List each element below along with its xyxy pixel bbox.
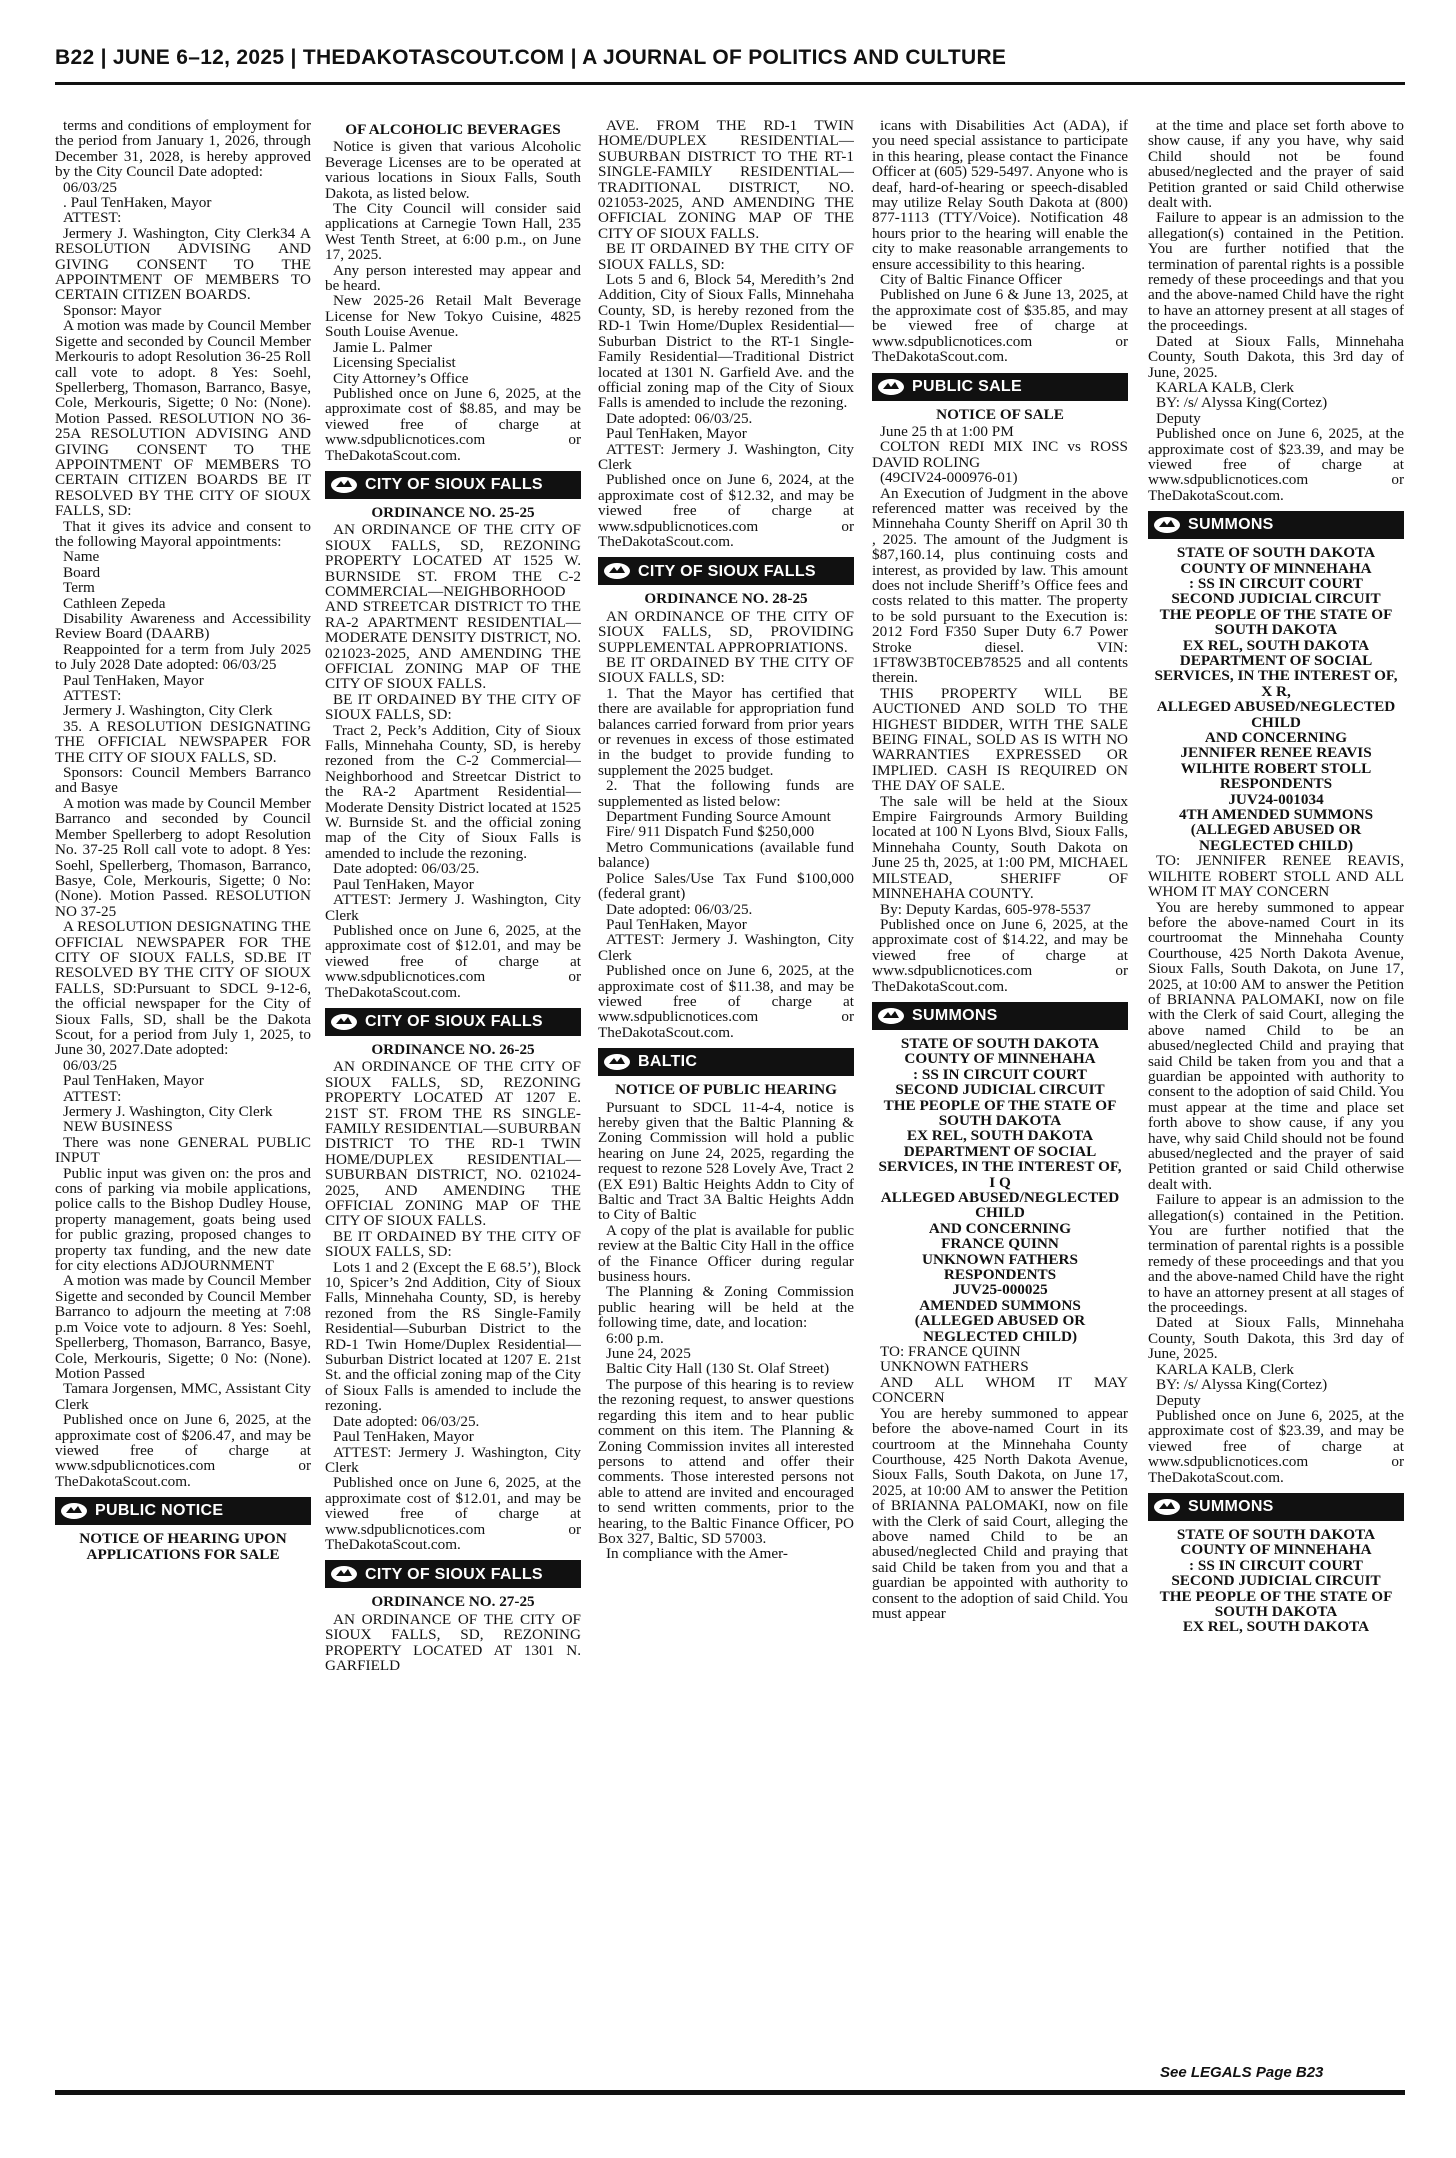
caption-line: 4TH AMENDED SUMMONS	[1178, 806, 1374, 824]
notice-paragraph: Tamara Jorgensen, MMC, Assistant City Clerk	[55, 1380, 311, 1413]
notice-title: ORDINANCE NO. 25-25	[371, 503, 535, 521]
caption-line: UNKNOWN FATHERS	[922, 1250, 1078, 1268]
notice-paragraph: Fire/ 911 Dispatch Fund $250,000	[606, 823, 815, 841]
notice-paragraph: Published once on June 6, 2025, at the approximate cost of $23.39, and may be viewed free of charge at www.sdpublicnotices.com or TheDakotaScout.com.	[1148, 425, 1404, 504]
section-header-label: CITY OF SIOUX FALLS	[365, 476, 543, 494]
notice-paragraph: ATTEST:	[63, 687, 122, 705]
notice-paragraph: Date adopted: 06/03/25.	[606, 409, 753, 427]
masthead	[55, 46, 1405, 70]
caption-line: (ALLEGED ABUSED OR NEGLECTED CHILD)	[914, 1312, 1086, 1345]
section-header-label: CITY OF SIOUX FALLS	[638, 562, 816, 580]
notice-paragraph: THIS PROPERTY WILL BE AUCTIONED AND SOLD TO THE HIGHEST BIDDER, WITH THE SALE BEING FINAL, SOLD AS IS WITH NO WARRANTIES EXPRESSED OR IMPLIED. CASH IS REQUIRED ON THE DAY OF SALE.	[872, 684, 1128, 795]
section-header-label: PUBLIC SALE	[912, 377, 1022, 395]
scout-logo-icon	[876, 376, 906, 398]
caption-line: EX REL, SOUTH DAKOTA DEPARTMENT OF SOCIAL SERVICES, IN THE INTEREST OF,	[1154, 636, 1398, 685]
notice-paragraph: Deputy	[1156, 1391, 1201, 1409]
caption-line: THE PEOPLE OF THE STATE OF SOUTH DAKOTA	[1159, 1587, 1393, 1620]
notice-paragraph: ATTEST:	[63, 209, 122, 227]
caption-line: RESPONDENTS	[1219, 775, 1333, 793]
notice-paragraph: (49CIV24-000976-01)	[880, 469, 1018, 487]
notice-paragraph: Published once on June 6, 2024, at the approximate cost of $12.32, and may be viewed free of charge at www.sdpublicnotices.com or TheDakotaScout.com.	[598, 471, 854, 550]
tagline: A JOURNAL OF POLITICS AND CULTURE	[582, 46, 1007, 69]
caption-line: JUV24-001034	[1228, 790, 1324, 808]
section-header	[325, 1560, 581, 1588]
caption-line: THE PEOPLE OF THE STATE OF SOUTH DAKOTA	[1159, 605, 1393, 639]
notice-paragraph: Date adopted: 06/03/25.	[333, 1412, 480, 1430]
scout-logo-icon	[602, 560, 632, 582]
section-header	[872, 373, 1128, 401]
notice-paragraph: ATTEST: Jermery J. Washington, City Clerk	[325, 1443, 581, 1476]
notice-paragraph: Paul TenHaken, Mayor	[333, 1428, 474, 1446]
section-header	[55, 1497, 311, 1525]
notice-paragraph: TO: FRANCE QUINN	[880, 1343, 1021, 1361]
caption-line: STATE OF SOUTH DAKOTA	[1176, 1525, 1376, 1543]
caption-line: : SS IN CIRCUIT COURT	[1189, 574, 1363, 592]
notice-paragraph: Department Funding Source Amount	[606, 808, 831, 826]
caption-line: COUNTY OF MINNEHAHA	[904, 1050, 1096, 1068]
caption-line: COUNTY OF MINNEHAHA	[1180, 1541, 1372, 1559]
notice-paragraph: NEW BUSINESS	[63, 1118, 173, 1136]
column-4	[872, 118, 1128, 2083]
notice-paragraph: BY: /s/ Alyssa King(Cortez)	[1156, 1376, 1328, 1394]
notice-paragraph: Cathleen Zepeda	[63, 594, 166, 612]
notice-paragraph: Police Sales/Use Tax Fund $100,000 (federal grant)	[598, 869, 854, 903]
section-header	[325, 1008, 581, 1036]
caption-line: WILHITE ROBERT STOLL	[1180, 759, 1372, 777]
notice-paragraph: AN ORDINANCE OF THE CITY OF SIOUX FALLS, SD, REZONING PROPERTY LOCATED AT 1301 N. GARFIELD	[325, 1610, 581, 1674]
notice-title: NOTICE OF PUBLIC HEARING	[615, 1081, 837, 1099]
notice-paragraph: UNKNOWN FATHERS	[880, 1358, 1029, 1376]
notice-paragraph: Board	[63, 563, 101, 581]
bottom-rule	[55, 2090, 1405, 2095]
section-header-label: CITY OF SIOUX FALLS	[365, 1013, 543, 1031]
notice-paragraph: Baltic City Hall (130 St. Olaf Street)	[606, 1360, 830, 1378]
notice-paragraph: ATTEST: Jermery J. Washington, City Clerk	[598, 440, 854, 473]
caption-line: STATE OF SOUTH DAKOTA	[1176, 544, 1376, 562]
scout-logo-icon	[329, 474, 359, 496]
scout-logo-icon	[1152, 514, 1182, 536]
notice-paragraph: Failure to appear is an admission to the allegation(s) contained in the Petition. You are further notified that the termination of parental rights is a possible remedy of these proceedings and that you and the above-named Child have the right to have an attorney present at all stages of the proceedings.	[1148, 209, 1404, 335]
notice-paragraph: Failure to appear is an admission to the allegation(s) contained in the Petition. You are further notified that the termination of parental rights is a possible remedy of these proceedings and that you and the above-named Child have the right to have an attorney present at all stages of the proceedings.	[1148, 1191, 1404, 1317]
caption-line: COUNTY OF MINNEHAHA	[1180, 559, 1372, 577]
notice-paragraph: Deputy	[1156, 409, 1201, 427]
notice-paragraph: City Attorney’s Office	[333, 369, 469, 387]
notice-paragraph: 06/03/25	[63, 1056, 118, 1074]
notice-paragraph: Licensing Specialist	[333, 354, 456, 372]
masthead-separator: |	[100, 46, 113, 69]
caption-line: (ALLEGED ABUSED OR NEGLECTED CHILD)	[1190, 821, 1362, 854]
notice-paragraph: terms and conditions of employment for the period from January 1, 2026, through December 31, 2028, is hereby approved by the City Council Date adopted:	[55, 118, 311, 181]
notice-paragraph: Lots 5 and 6, Block 54, Meredith’s 2nd Addition, City of Sioux Falls, Minnehaha County, SD, is hereby rezoned from the RD-1 Twin Home/Duplex Residential—Suburban District to the RT-1 Single-Family Residential—Traditional District located at 1301 N. Garfield Ave. and the official zoning map of the City of Sioux Falls is amended to include the rezoning.	[598, 271, 854, 412]
section-header	[598, 557, 854, 585]
caption-line: STATE OF SOUTH DAKOTA	[900, 1034, 1100, 1052]
notice-paragraph: The Planning & Zoning Commission public hearing will be held at the following time, date, and location:	[598, 1283, 854, 1332]
caption-line: AND CONCERNING	[1204, 729, 1348, 747]
masthead-separator: |	[290, 46, 303, 69]
notice-paragraph: Metro Communications (available fund balance)	[598, 838, 854, 872]
notice-paragraph: Public input was given on: the pros and cons of parking via mobile applications, police calls to the Bishop Dudley House, property management, goats being used for public grazing, proposed changes to property tax funding, and the new date for city elections ADJOURNMENT	[55, 1164, 311, 1275]
section-header	[1148, 1493, 1404, 1521]
scout-logo-icon	[59, 1500, 89, 1522]
caption-line: EX REL, SOUTH DAKOTA	[1182, 1618, 1370, 1636]
column-1	[55, 118, 311, 2083]
notice-paragraph: BY: /s/ Alyssa King(Cortez)	[1156, 394, 1328, 412]
section-header-label: PUBLIC NOTICE	[95, 1502, 224, 1520]
issue-date: JUNE 6–12, 2025	[112, 46, 285, 69]
notice-paragraph: KARLA KALB, Clerk	[1156, 378, 1294, 396]
notice-paragraph: Paul TenHaken, Mayor	[63, 1072, 204, 1090]
notice-paragraph: icans with Disabilities Act (ADA), if you need special assistance to participate in this hearing, please contact the Finance Officer at (605) 529-5497. Anyone who is deaf, hard-of-hearing or speech-disabled may utilize Relay South Dakota at (800) 877-1113 (TTY/Voice). Notification 48 hours prior to the hearing will enable the city to make reasonable arrangements to ensure accessibility to this hearing.	[872, 118, 1128, 273]
site-name: THEDAKOTASCOUT.COM	[302, 46, 565, 69]
notice-paragraph: ATTEST: Jermery J. Washington, City Clerk	[598, 931, 854, 964]
section-header	[1148, 511, 1404, 539]
notice-paragraph: Pursuant to SDCL 11-4-4, notice is hereby given that the Baltic Planning & Zoning Commission will hold a public hearing on June 24, 2025, regarding the request to rezone 528 Lovely Ave, Tract 2 (EX E91) Baltic Heights Addn to City of Baltic and Tract 3A Baltic Heights Addn to City of Baltic	[598, 1098, 854, 1224]
notice-paragraph: You are hereby summoned to appear before the above-named Court in its courtroom at the Minnehaha County Courthouse, 425 North Dakota Avenue, Sioux Falls, South Dakota, on June 17, 2025, at 10:00 AM to answer the Petition of BRIANNA PALOMAKI, now on file with the Clerk of said Court, alleging the above named Child to be an abused/neglected Child and praying that said Child be taken from you and that a guardian be appointed with authority to consent to the adoption of said Child. You must appear	[872, 1404, 1128, 1622]
notice-paragraph: Published once on June 6, 2025, at the approximate cost of $8.85, and may be viewed free of charge at www.sdpublicnotices.com or TheDakotaScout.com.	[325, 384, 581, 464]
notice-paragraph: Name	[63, 548, 100, 566]
section-header-label: SUMMONS	[1188, 516, 1274, 534]
notice-paragraph: Any person interested may appear and be heard.	[325, 261, 581, 295]
notice-paragraph: AND ALL WHOM IT MAY CONCERN	[872, 1373, 1128, 1407]
caption-line: JUV25-000025	[952, 1281, 1048, 1299]
caption-line: RESPONDENTS	[943, 1266, 1057, 1284]
caption-line: FRANCE QUINN	[941, 1235, 1059, 1253]
notice-paragraph: BE IT ORDAINED BY THE CITY OF SIOUX FALLS, SD:	[598, 240, 854, 273]
caption-line: : SS IN CIRCUIT COURT	[913, 1065, 1087, 1083]
caption-line: X R,	[1261, 682, 1291, 700]
notice-paragraph: Tract 2, Peck’s Addition, City of Sioux Falls, Minnehaha County, SD, is hereby rezoned from the C-2 Commercial—Neighborhood and Streetcar District to the RA-2 Apartment Residential—Moderate Density District located at 1525 W. Burnside St. and the official zoning map of the City of Sioux Falls is amended to include the rezoning.	[325, 721, 581, 862]
notice-paragraph: Date adopted: 06/03/25.	[606, 900, 753, 918]
notice-paragraph: Dated at Sioux Falls, Minnehaha County, South Dakota, this 3rd day of June, 2025.	[1148, 1314, 1404, 1363]
notice-paragraph: Sponsor: Mayor	[63, 301, 162, 319]
continued-note: See LEGALS Page B23	[1160, 2064, 1324, 2081]
notice-paragraph: Paul TenHaken, Mayor	[333, 875, 474, 893]
scout-logo-icon	[329, 1011, 359, 1033]
caption-line: EX REL, SOUTH DAKOTA DEPARTMENT OF SOCIAL SERVICES, IN THE INTEREST OF,	[878, 1127, 1122, 1176]
notice-paragraph: KARLA KALB, Clerk	[1156, 1360, 1294, 1378]
notice-paragraph: Published once on June 6, 2025, at the approximate cost of $14.22, and may be viewed free of charge at www.sdpublicnotices.com or TheDakotaScout.com.	[872, 915, 1128, 995]
notice-title: NOTICE OF SALE	[936, 405, 1064, 423]
caption-line: ALLEGED ABUSED/NEGLECTED CHILD	[880, 1189, 1120, 1222]
notice-paragraph: There was none GENERAL PUBLIC INPUT	[55, 1133, 311, 1167]
section-header	[872, 1002, 1128, 1030]
notice-paragraph: 06/03/25	[63, 178, 118, 196]
notice-title: ORDINANCE NO. 27-25	[371, 1593, 535, 1611]
caption-line: JENNIFER RENEE REAVIS	[1180, 744, 1372, 762]
notice-paragraph: Term	[63, 579, 95, 597]
notice-paragraph: Disability Awareness and Accessibility Review Board (DAARB)	[55, 610, 311, 643]
notice-paragraph: A motion was made by Council Member Sigette and seconded by Council Member Barranco to adjourn the meeting at 7:08 p.m Voice vote to adjourn. 8 Yes: Soehl, Spellerberg, Thomason, Barranco, Basye, Cole, Merkouris, Sigette; 0 No: (None). Motion Passed	[55, 1272, 311, 1382]
notice-paragraph: You are hereby summoned to appear before the above-named Court in its courtroomat the Minnehaha County Courthouse, 425 North Dakota Avenue, Sioux Falls, South Dakota, on June 17, 2025, at 10:00 AM to answer the Petition of BRIANNA PALOMAKI, now on file with the Clerk of said Court, alleging the above named Child to be an abused/neglected Child and praying that said Child be taken from you and that a guardian be appointed with authority to consent to the adoption of said Child. You must appear at the time and place set forth above to show cause, if any you have, why said Child should not be found abused/neglected and the prayer of said Petition granted or said Child otherwise dealt with.	[1148, 898, 1404, 1193]
notice-paragraph: AVE. FROM THE RD-1 TWIN HOME/DUPLEX RESIDENTIAL—SUBURBAN DISTRICT TO THE RT-1 SINGLE-FAMILY RESIDENTIAL—TRADITIONAL DISTRICT, NO. 021053-2025, AND AMENDING THE OFFICIAL ZONING MAP OF THE CITY OF SIOUX FALLS.	[598, 118, 854, 242]
notice-paragraph: A RESOLUTION DESIGNATING THE OFFICIAL NEWSPAPER FOR THE CITY OF SIOUX FALLS, SD.BE IT RESOLVED BY THE CITY OF SIOUX FALLS, SD:Pursuant to SDCL 9-12-6, the official newspaper for the City of Sioux Falls, SD, shall be the Dakota Scout, for a period from July 1, 2025, to June 30, 2027.Date adopted:	[55, 918, 311, 1059]
notice-paragraph: 35. A RESOLUTION DESIGNATING THE OFFICIAL NEWSPAPER FOR THE CITY OF SIOUX FALLS, SD.	[55, 717, 311, 766]
scout-logo-icon	[876, 1005, 906, 1027]
notice-paragraph: Notice is given that various Alcoholic Beverage Licenses are to be operated at various locations in Sioux Falls, South Dakota, as listed below.	[325, 138, 581, 202]
notice-paragraph: The sale will be held at the Sioux Empire Fairgrounds Armory Building located at 100 N Lyons Blvd, Sioux Falls, Minnehaha County, South Dakota on June 25 th, 2025, at 1:00 PM, MICHAEL MILSTEAD, SHERIFF OF MINNEHAHA COUNTY.	[872, 792, 1128, 903]
notice-paragraph: New 2025-26 Retail Malt Beverage License for New Tokyo Cuisine, 4825 South Louise Avenue.	[325, 292, 581, 341]
section-header	[325, 471, 581, 499]
caption-line: SECOND JUDICIAL CIRCUIT	[895, 1081, 1105, 1099]
caption-line: AMENDED SUMMONS	[919, 1296, 1081, 1314]
notice-paragraph: A copy of the plat is available for public review at the Baltic City Hall in the office of the Finance Officer during regular business hours.	[598, 1221, 854, 1286]
notice-title: ORDINANCE NO. 28-25	[644, 590, 808, 608]
notice-paragraph: Published once on June 6, 2025, at the approximate cost of $206.47, and may be viewed free of charge at www.sdpublicnotices.com or TheDakotaScout.com.	[55, 1411, 311, 1490]
notice-paragraph: An Execution of Judgment in the above referenced matter was received by the Minnehaha County Sheriff on April 30 th , 2025. The amount of the Judgment is $87,160.14, plus continuing costs and interest, as provided by law. This amount does not include Sheriff’s Office fees and costs related to this matter. The property to be sold pursuant to the Execution is: 2012 Ford F350 Super Duty 6.7 Power Stroke diesel. VIN: 1FT8W3BT0CEB78525 and all contents therein.	[872, 484, 1128, 687]
section-header-label: SUMMONS	[1188, 1498, 1274, 1516]
notice-paragraph: A motion was made by Council Member Barranco and seconded by Council Member Spellerberg to adopt Resolution No. 37-25 Roll call vote to adopt. 8 Yes: Soehl, Spellerberg, Thomason, Barranco, Basye, Cole, Merkouris, Sigette; 0 No: (None). Motion Passed. RESOLUTION NO 37-25	[55, 794, 311, 920]
notice-paragraph: TO: JENNIFER RENEE REAVIS, WILHITE ROBERT STOLL AND ALL WHOM IT MAY CONCERN	[1148, 852, 1404, 901]
notice-paragraph: A motion was made by Council Member Sigette and seconded by Council Member Merkouris to adopt Resolution 36-25 Roll call vote to adopt. 8 Yes: Soehl, Spellerberg, Thomason, Barranco, Basye, Cole, Merkouris, Sigette; 0 No: (None). Motion Passed. RESOLUTION NO 36-25A RESOLUTION ADVISING AND GIVING CONSENT TO THE APPOINTMENT OF MEMBERS TO CERTAIN CITIZEN BOARDS BE IT RESOLVED BY THE CITY OF SIOUX FALLS, SD:	[55, 317, 311, 520]
section-header-label: BALTIC	[638, 1053, 698, 1071]
notice-paragraph: City of Baltic Finance Officer	[880, 271, 1062, 289]
scout-logo-icon	[1152, 1496, 1182, 1518]
notice-paragraph: at the time and place set forth above to show cause, if any you have, why said Child should not be found abused/neglected and the prayer of said Petition granted or said Child otherwise dealt with.	[1148, 118, 1404, 212]
scout-logo-icon	[329, 1563, 359, 1585]
notice-paragraph: Lots 1 and 2 (Except the E 68.5’), Block 10, Spicer’s 2nd Addition, City of Sioux Falls, Minnehaha County, SD, is hereby rezoned from the RS Single-Family Residential—Suburban District to the RD-1 Twin Home/Duplex Residential—Suburban District located at 1207 E. 21st St. and the official zoning map of the City of Sioux Falls is amended to include the rezoning.	[325, 1258, 581, 1415]
notice-paragraph: The purpose of this hearing is to review the rezoning request, to answer questions regarding this item and to hear public comment on this item. The Planning & Zoning Commission invites all interested persons to attend and offer their comments. Those interested persons not able to attend are invited and encouraged to send written comments, prior to the hearing, to the Baltic Finance Officer, PO Box 327, Baltic, SD 57003.	[598, 1375, 854, 1547]
column-2	[325, 118, 581, 2083]
notice-paragraph: Sponsors: Council Members Barranco and Basye	[55, 764, 311, 797]
section-header	[598, 1048, 854, 1076]
notice-paragraph: June 25 th at 1:00 PM	[880, 422, 1014, 440]
caption-line: AND CONCERNING	[928, 1219, 1072, 1237]
caption-line: I Q	[989, 1173, 1011, 1191]
notice-title: ORDINANCE NO. 26-25	[371, 1040, 535, 1058]
notice-paragraph: ATTEST: Jermery J. Washington, City Clerk	[325, 891, 581, 924]
notice-paragraph: BE IT ORDAINED BY THE CITY OF SIOUX FALLS, SD:	[598, 654, 854, 687]
notice-paragraph: . Paul TenHaken, Mayor	[63, 194, 212, 212]
notice-paragraph: Paul TenHaken, Mayor	[606, 425, 747, 443]
notice-paragraph: ATTEST:	[63, 1087, 122, 1105]
caption-line: SECOND JUDICIAL CIRCUIT	[1171, 1572, 1381, 1590]
notice-paragraph: AN ORDINANCE OF THE CITY OF SIOUX FALLS, SD, REZONING PROPERTY LOCATED AT 1207 E. 21ST ST. FROM THE RS SINGLE-FAMILY RESIDENTIAL—SUBURBAN DISTRICT TO THE RD-1 TWIN HOME/DUPLEX RESIDENTIAL—SUBURBAN DISTRICT, NO. 021024-2025, AND AMENDING THE OFFICIAL ZONING MAP OF THE CITY OF SIOUX FALLS.	[325, 1058, 581, 1230]
notice-paragraph: Published on June 6 & June 13, 2025, at the approximate cost of $35.85, and may be viewed free of charge at www.sdpublicnotices.com or TheDakotaScout.com.	[872, 286, 1128, 366]
caption-line: THE PEOPLE OF THE STATE OF SOUTH DAKOTA	[883, 1096, 1117, 1129]
notice-paragraph: AN ORDINANCE OF THE CITY OF SIOUX FALLS, SD, REZONING PROPERTY LOCATED AT 1525 W. BURNSIDE ST. FROM THE C-2 COMMERCIAL—NEIGHBORHOOD AND STREETCAR DISTRICT TO THE RA-2 APARTMENT RESIDENTIAL—MODERATE DENSITY DISTRICT, NO. 021023-2025, AND AMENDING THE OFFICIAL ZONING MAP OF THE CITY OF SIOUX FALLS.	[325, 521, 581, 693]
notice-paragraph: By: Deputy Kardas, 605-978-5537	[880, 900, 1091, 918]
notice-paragraph: 6:00 p.m.	[606, 1329, 664, 1347]
notice-paragraph: Paul TenHaken, Mayor	[606, 915, 747, 933]
notice-paragraph: 1. That the Mayor has certified that there are available for appropriation fund balances carried forward from prior years or revenues in excess of those estimated in the budget to provide funding to supplement the 2025 budget.	[598, 684, 854, 779]
notice-paragraph: That it gives its advice and consent to the following Mayoral appointments:	[55, 517, 311, 550]
notice-title: OF ALCOHOLIC BEVERAGES	[345, 121, 561, 138]
top-rule	[55, 82, 1405, 85]
column-3	[598, 118, 854, 2083]
notice-paragraph: The City Council will consider said applications at Carnegie Town Hall, 235 West Tenth Street, at 6:00 p.m., on June 17, 2025.	[325, 200, 581, 264]
notice-paragraph: AN ORDINANCE OF THE CITY OF SIOUX FALLS, SD, PROVIDING SUPPLEMENTAL APPROPRIATIONS.	[598, 607, 854, 656]
page-number: B22	[55, 46, 95, 69]
section-header-label: CITY OF SIOUX FALLS	[365, 1565, 543, 1583]
notice-paragraph: 2. That the following funds are supplemented as listed below:	[598, 777, 854, 810]
notice-paragraph: Dated at Sioux Falls, Minnehaha County, South Dakota, this 3rd day of June, 2025.	[1148, 332, 1404, 381]
notice-paragraph: Jermery J. Washington, City Clerk	[63, 1103, 273, 1120]
notice-paragraph: Jamie L. Palmer	[333, 338, 433, 356]
notice-paragraph: Paul TenHaken, Mayor	[63, 671, 204, 689]
column-5	[1148, 118, 1404, 2083]
notice-paragraph: Jermery J. Washington, City Clerk	[63, 702, 273, 720]
caption-line: : SS IN CIRCUIT COURT	[1189, 1556, 1363, 1574]
notice-paragraph: June 24, 2025	[606, 1345, 691, 1363]
notice-paragraph: BE IT ORDAINED BY THE CITY OF SIOUX FALLS, SD:	[325, 1227, 581, 1261]
notice-paragraph: Reappointed for a term from July 2025 to July 2028 Date adopted: 06/03/25	[55, 640, 311, 674]
masthead-separator: |	[570, 46, 583, 69]
notice-paragraph: In compliance with the Amer-	[606, 1545, 788, 1563]
notice-paragraph: Published once on June 6, 2025, at the approximate cost of $23.39, and may be viewed free of charge at www.sdpublicnotices.com or TheDakotaScout.com.	[1148, 1406, 1404, 1486]
scout-logo-icon	[602, 1051, 632, 1073]
notice-paragraph: BE IT ORDAINED BY THE CITY OF SIOUX FALLS, SD:	[325, 690, 581, 724]
notice-paragraph: Jermery J. Washington, City Clerk34 A RESOLUTION ADVISING AND GIVING CONSENT TO THE APPOINTMENT OF MEMBERS TO CERTAIN CITIZEN BOARDS.	[55, 224, 311, 304]
notice-paragraph: Published once on June 6, 2025, at the approximate cost of $12.01, and may be viewed free of charge at www.sdpublicnotices.com or TheDakotaScout.com.	[325, 1474, 581, 1553]
notice-paragraph: Published once on June 6, 2025, at the approximate cost of $11.38, and may be viewed free of charge at www.sdpublicnotices.com or TheDakotaScout.com.	[598, 962, 854, 1041]
notice-paragraph: Date adopted: 06/03/25.	[333, 860, 480, 878]
caption-line: SECOND JUDICIAL CIRCUIT	[1171, 590, 1381, 608]
notice-title: NOTICE OF HEARING UPON APPLICATIONS FOR SALE	[79, 1530, 287, 1563]
caption-line: ALLEGED ABUSED/NEGLECTED CHILD	[1156, 698, 1396, 731]
notice-paragraph: Published once on June 6, 2025, at the approximate cost of $12.01, and may be viewed free of charge at www.sdpublicnotices.com or TheDakotaScout.com.	[325, 921, 581, 1001]
section-header-label: SUMMONS	[912, 1007, 998, 1025]
notice-paragraph: COLTON REDI MIX INC vs ROSS DAVID ROLING	[872, 438, 1128, 471]
